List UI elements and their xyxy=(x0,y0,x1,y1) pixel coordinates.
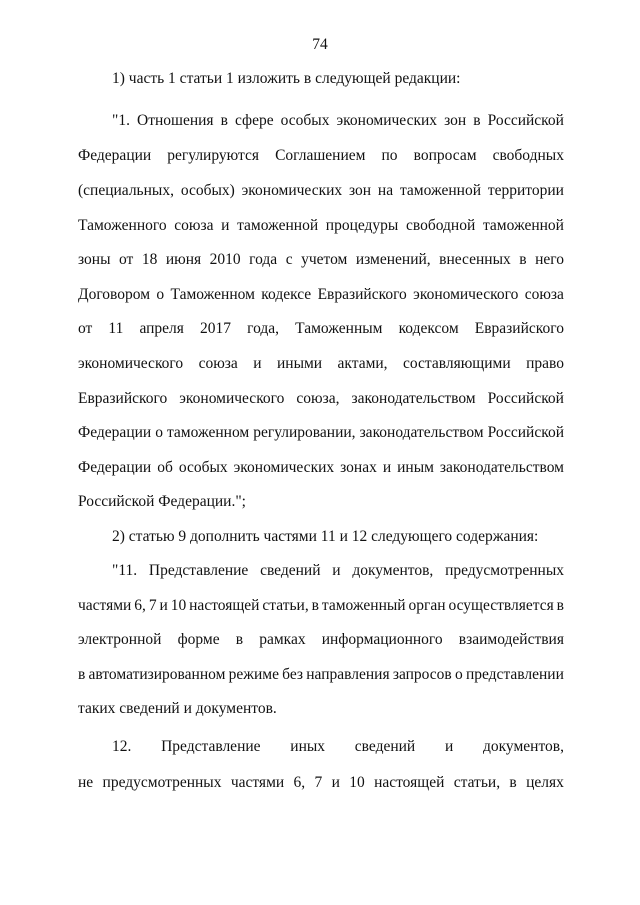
word: территории xyxy=(487,182,564,199)
word: иным xyxy=(397,459,434,476)
word: 2010 xyxy=(209,251,241,268)
text-line xyxy=(78,250,564,270)
word: 6, xyxy=(134,597,146,614)
word: актами, xyxy=(337,355,388,372)
word: информационного xyxy=(321,631,443,648)
word: 18 xyxy=(141,251,158,268)
word: и xyxy=(253,355,262,372)
word: статьи, xyxy=(262,597,309,614)
word: сведений xyxy=(260,562,321,579)
word: экономических xyxy=(233,459,335,476)
word: статьи, xyxy=(453,774,501,791)
word: кодексом xyxy=(398,320,459,337)
word: таможенной xyxy=(399,182,481,199)
word: частями xyxy=(230,774,285,791)
word: составляющими xyxy=(403,355,511,372)
word: и xyxy=(332,562,341,579)
word: законодательством xyxy=(351,390,476,407)
text-line: 2) статью 9 дополнить частями 11 и 12 следующего содержания: xyxy=(112,528,539,545)
page-number: 74 xyxy=(312,36,328,53)
text-line xyxy=(78,146,564,166)
word: особых xyxy=(178,459,228,476)
word: особых) xyxy=(180,182,235,199)
text-line xyxy=(112,737,564,757)
word: экономического xyxy=(413,286,519,303)
word: процедуры xyxy=(325,217,399,234)
word: регулировании, xyxy=(253,424,356,441)
word: в xyxy=(311,597,319,614)
word: форме xyxy=(177,631,220,648)
word: Таможенным xyxy=(295,320,383,337)
word: в xyxy=(519,251,527,268)
word: в xyxy=(509,774,517,791)
word: "11. xyxy=(112,562,138,579)
word: 10 xyxy=(170,597,187,614)
word: в xyxy=(78,666,86,683)
word: 7 xyxy=(314,774,323,791)
word: сфере xyxy=(234,112,274,129)
word: особых xyxy=(280,112,330,129)
word: от xyxy=(78,320,93,337)
text-line: 1) часть 1 статьи 1 изложить в следующей редакции: xyxy=(112,70,461,87)
word: года xyxy=(249,251,278,268)
word: и xyxy=(444,738,454,755)
word: целях xyxy=(526,774,564,791)
word: без xyxy=(282,666,304,683)
word: союза xyxy=(198,355,238,372)
word: и xyxy=(331,774,340,791)
text-line: Российской Федерации."; xyxy=(78,493,246,510)
word: в xyxy=(473,112,481,129)
word: таможенном xyxy=(166,424,250,441)
word: вопросам xyxy=(413,147,477,164)
word: Федерации xyxy=(78,147,152,164)
word: с xyxy=(285,251,293,268)
word: свободной xyxy=(406,217,476,234)
word: Российской xyxy=(487,390,564,407)
word: 2017 xyxy=(200,320,232,337)
word: взаимодействия xyxy=(458,631,564,648)
word: сведений xyxy=(354,738,416,755)
word: по xyxy=(381,147,398,164)
word: орган xyxy=(408,597,446,614)
word: союза, xyxy=(296,390,340,407)
word: экономических xyxy=(336,112,438,129)
word: апреля xyxy=(139,320,184,337)
text-line xyxy=(112,111,564,131)
word: от xyxy=(119,251,134,268)
word: 12. xyxy=(112,738,132,755)
word: законодательством xyxy=(439,459,564,476)
word: об xyxy=(157,459,173,476)
word: Российской xyxy=(487,112,564,129)
word: Таможенного xyxy=(78,217,167,234)
text-line xyxy=(78,181,564,201)
word: кодексе xyxy=(261,286,312,303)
word: в xyxy=(235,631,244,648)
word: 10 xyxy=(349,774,365,791)
text-line xyxy=(78,285,564,305)
word: настоящей xyxy=(189,597,260,614)
word: изменений, xyxy=(355,251,431,268)
word: и xyxy=(159,597,168,614)
text-line xyxy=(78,665,564,685)
word: Евразийского xyxy=(317,286,407,303)
word: союза xyxy=(174,217,214,234)
word: частями xyxy=(78,597,132,614)
word: свободных xyxy=(492,147,564,164)
text-line xyxy=(78,596,564,616)
word: Российской xyxy=(487,424,564,441)
word: настоящей xyxy=(374,774,445,791)
word: о xyxy=(155,424,163,441)
word: Соглашением xyxy=(275,147,366,164)
word: не xyxy=(78,774,94,791)
word: Таможенном xyxy=(170,286,255,303)
word: в xyxy=(220,112,228,129)
word: зонах xyxy=(340,459,377,476)
word: автоматизированном xyxy=(88,666,226,683)
word: осуществляется xyxy=(448,597,554,614)
word: 7 xyxy=(148,597,157,614)
word: июня xyxy=(165,251,202,268)
word: направления xyxy=(306,666,390,683)
word: него xyxy=(535,251,564,268)
word: экономических xyxy=(241,182,343,199)
word: союза xyxy=(524,286,564,303)
word: электронной xyxy=(78,631,162,648)
word: зон xyxy=(444,112,467,129)
word: внесенных xyxy=(439,251,511,268)
word: представлении xyxy=(465,666,564,683)
word: экономического xyxy=(179,390,285,407)
word: года, xyxy=(247,320,280,337)
word: таможенной xyxy=(237,217,319,234)
word: Отношения xyxy=(137,112,214,129)
word: зоны xyxy=(78,251,111,268)
text-line xyxy=(78,423,564,443)
word: 11 xyxy=(108,320,124,337)
word: иных xyxy=(290,738,326,755)
word: учетом xyxy=(301,251,348,268)
word: предусмотренных xyxy=(102,774,222,791)
word: на xyxy=(377,182,394,199)
word: запросов xyxy=(392,666,452,683)
word: Представление xyxy=(148,562,249,579)
word: (специальных, xyxy=(78,182,174,199)
word: Договором xyxy=(78,286,151,303)
word: о xyxy=(454,666,463,683)
word: и xyxy=(382,459,392,476)
word: законодательством xyxy=(359,424,484,441)
word: и xyxy=(221,217,230,234)
word: таможенной xyxy=(482,217,564,234)
text-line xyxy=(78,630,564,650)
word: Евразийского xyxy=(78,390,168,407)
word: Представление xyxy=(161,738,261,755)
word: в xyxy=(556,597,564,614)
text-line xyxy=(78,354,564,374)
word: рамках xyxy=(259,631,306,648)
text-line xyxy=(112,561,564,581)
word: таможенный xyxy=(321,597,406,614)
word: документов, xyxy=(352,562,434,579)
word: зон xyxy=(349,182,372,199)
text-line xyxy=(78,319,564,339)
text-line: таких сведений и документов. xyxy=(78,700,277,717)
word: Федерации xyxy=(78,424,152,441)
text-line xyxy=(78,773,564,793)
word: 6, xyxy=(293,774,306,791)
text-line xyxy=(78,389,564,409)
word: иными xyxy=(276,355,323,372)
word: документов, xyxy=(482,738,564,755)
word: Евразийского xyxy=(474,320,564,337)
word: режиме xyxy=(228,666,279,683)
word: Федерации xyxy=(78,459,152,476)
word: о xyxy=(156,286,165,303)
word: предусмотренных xyxy=(445,562,564,579)
word: право xyxy=(526,355,564,372)
word: "1. xyxy=(112,112,130,129)
text-line xyxy=(78,216,564,236)
word: регулируются xyxy=(167,147,259,164)
text-line xyxy=(78,458,564,478)
word: экономического xyxy=(78,355,184,372)
